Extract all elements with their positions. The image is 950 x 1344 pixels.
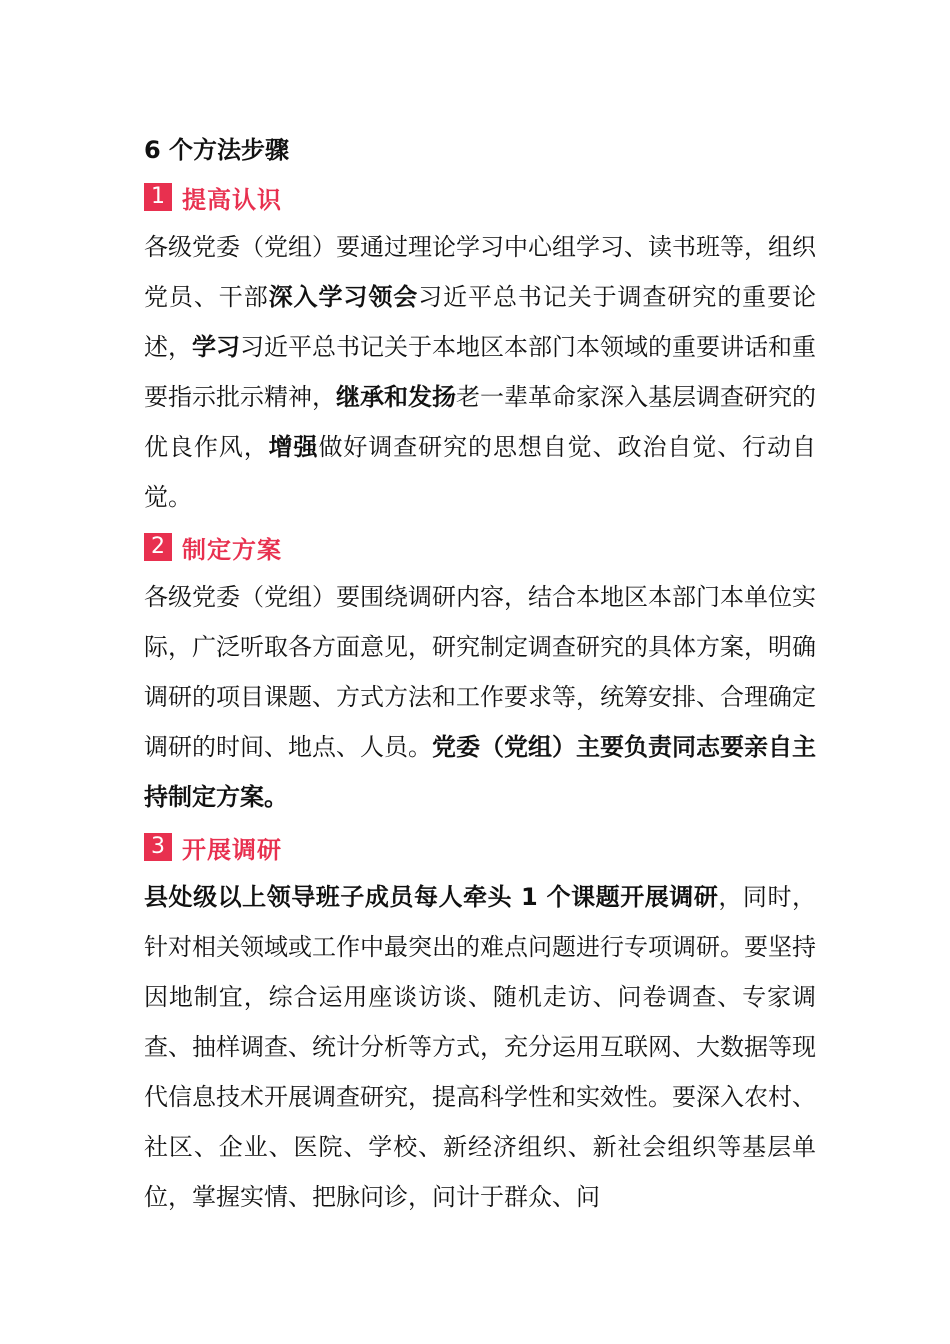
section-number-badge: 3 (144, 833, 172, 861)
document-page (144, 128, 816, 1222)
section-paragraph-1 (144, 222, 816, 522)
section-paragraph-2 (144, 572, 816, 822)
section-title-text: 提高认识 (182, 185, 282, 214)
text-run: 各级党委（党组）要通过理论学习中心组学习、读书班等，组织党员、干部 (144, 233, 816, 311)
text-run: 各级党委（党组）要围绕调研内容，结合本地区本部门本单位实际，广泛听取各方面意见，研究制定调查研究的具体方案，明确调研的项目课题、方式方法和工作要求等，统筹安排、合理确定调研的时间、地点、人员。 (144, 583, 816, 761)
bold-text-run: 学习 (192, 333, 240, 361)
section-number-badge: 2 (144, 533, 172, 561)
section-number-badge: 1 (144, 183, 172, 211)
text-run: 老一辈革命家深入基层调查研究的优良作风， (144, 383, 816, 461)
text-run: ，同时，针对相关领域或工作中最突出的难点问题进行专项调研。要坚持因地制宜，综合运用座谈访谈、随机走访、问卷调查、专家调查、抽样调查、统计分析等方式，充分运用互联网、大数据等现代信息技术开展调查研究，提高科学性和实效性。要深入农村、社区、企业、医院、学校、新经济组织、新社会组织等基层单位，掌握实情、把脉问诊，问计于群众、问 (144, 883, 816, 1211)
section-title-text: 制定方案 (182, 535, 282, 564)
section-title-1 (144, 172, 816, 222)
text-run: 习近平总书记关于本地区本部门本领域的重要讲话和重要指示批示精神， (144, 333, 816, 411)
bold-text-run: 继承和发扬 (336, 383, 456, 411)
text-run: 做好调查研究的思想自觉、政治自觉、行动自觉。 (144, 433, 817, 511)
section-paragraph-3 (144, 872, 816, 1222)
bold-text-run: 增强 (268, 433, 319, 461)
section-title-3 (144, 822, 816, 872)
bold-text-run: 县处级以上领导班子成员每人牵头 1 个课题开展调研 (144, 883, 719, 911)
bold-text-run: 深入学习领会 (268, 283, 419, 311)
section-title-2 (144, 522, 816, 572)
section-title-text: 开展调研 (182, 835, 282, 864)
document-heading: 6 个方法步骤 (144, 136, 290, 164)
text-run: 习近平总书记关于调查研究的重要论述， (144, 283, 817, 361)
bold-text-run: 党委（党组）主要负责同志要亲自主持制定方案。 (144, 733, 816, 811)
